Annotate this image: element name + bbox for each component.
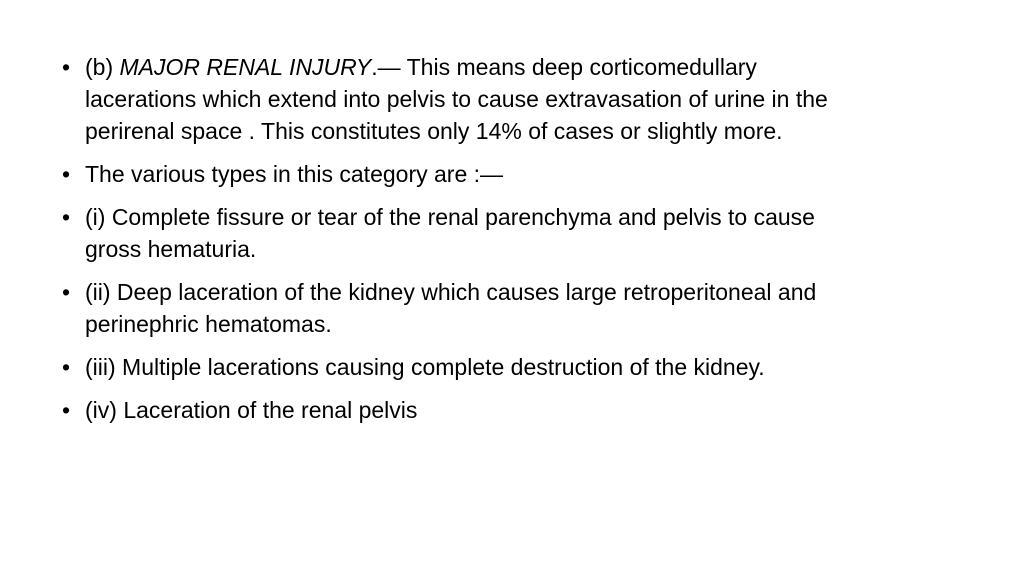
bullet-text: (ii) Deep laceration of the kidney which causes large retroperitoneal and perinephric hematomas. xyxy=(85,279,817,337)
bullet-type-iv xyxy=(60,394,860,426)
bullet-text: .— This means deep corticomedullary lacerations which extend into pelvis to cause extravasation of urine in the perirenal space . This constitutes only 14% of cases or slightly more. xyxy=(85,54,828,144)
bullet-various-types xyxy=(60,158,860,190)
bullet-type-i xyxy=(60,201,860,265)
bullet-type-iii xyxy=(60,351,860,383)
bullet-prefix: (b) xyxy=(85,54,120,80)
bullet-text: (iii) Multiple lacerations causing complete destruction of the kidney. xyxy=(85,354,765,380)
bullet-text: (i) Complete fissure or tear of the renal parenchyma and pelvis to cause gross hematuria. xyxy=(85,204,815,262)
bullet-text: (iv) Laceration of the renal pelvis xyxy=(85,397,418,423)
bullet-text: The various types in this category are :— xyxy=(85,161,504,187)
bullet-emphasis: MAJOR RENAL INJURY xyxy=(119,54,372,80)
bullet-major-renal-injury xyxy=(60,51,860,147)
bullet-list xyxy=(60,51,860,437)
bullet-type-ii xyxy=(60,276,860,340)
